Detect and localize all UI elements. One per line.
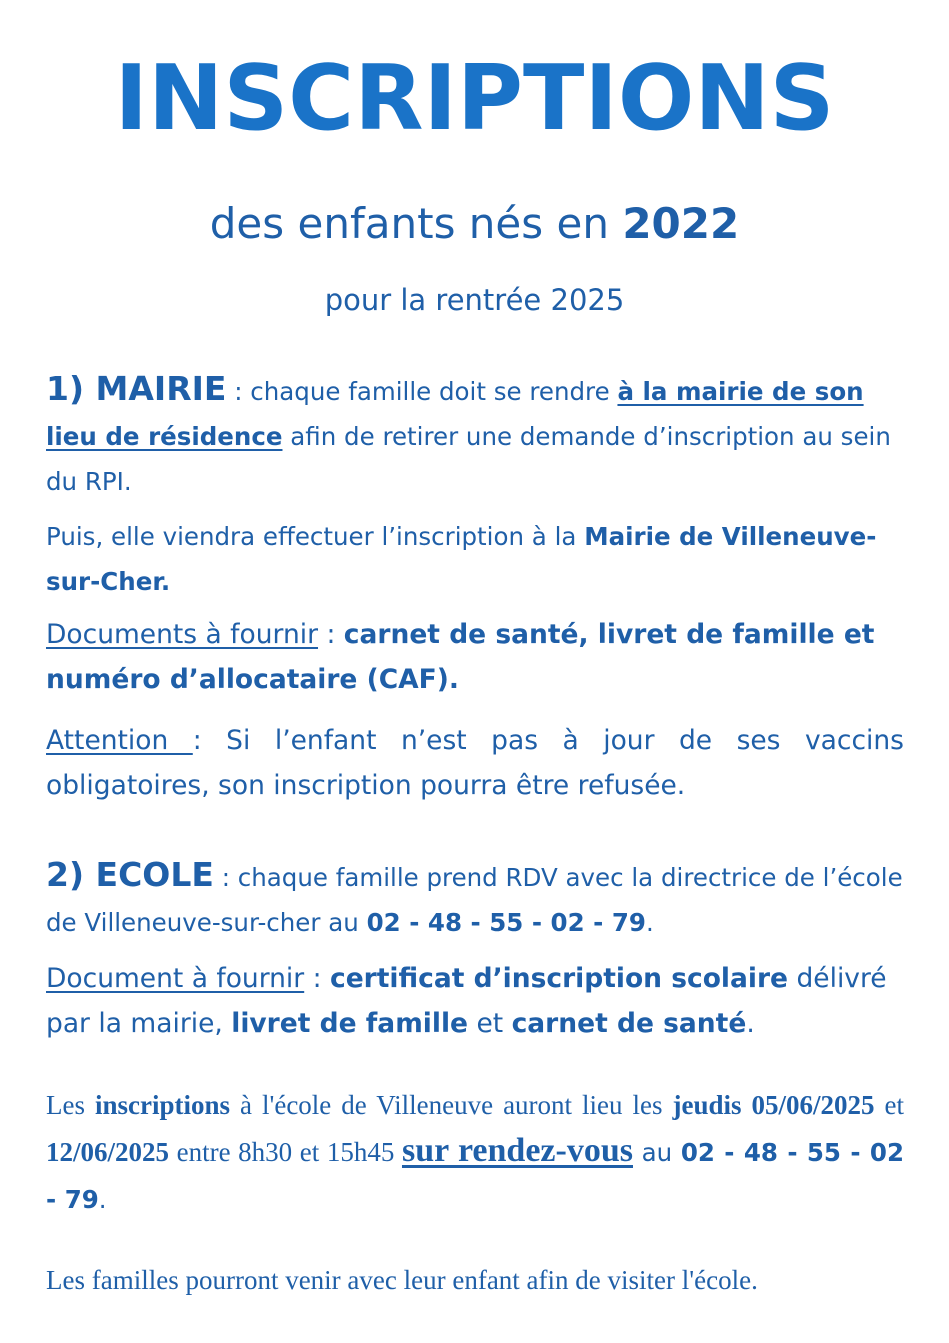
dates-date1: 05/06/2025 [751,1090,875,1120]
subtitle-year: 2022 [622,199,740,248]
doc-carnet: carnet de santé [511,1008,747,1039]
doc-certificat: certificat d’inscription scolaire [329,963,789,994]
mairie-paragraph [46,366,904,504]
mairie-text-a: : chaque famille doit se rendre [226,377,618,406]
puis-text: Puis, elle viendra effectuer l’inscription à la [46,522,585,551]
ecole-phone: 02 - 48 - 55 - 02 - 79 [366,908,646,937]
doc-end: . [746,1008,755,1039]
dates-date2: 12/06/2025 [46,1137,170,1167]
dates-space [742,1090,752,1120]
doc-text-a: délivré par la mairie, [46,963,887,1039]
document-sep: : [304,963,330,994]
dates-et: et [874,1090,905,1120]
mairie-heading: 1) MAIRIE [46,369,227,408]
document-ecole-paragraph [46,956,904,1046]
documents-label: Documents à fournir [46,619,319,650]
subtitle-prefix: des enfants nés en [209,199,623,248]
ecole-paragraph [46,852,904,945]
page-title: INSCRIPTIONS [114,46,835,151]
mairie-residence-link: à la mairie de son lieu de résidence [46,377,864,451]
attention-label: Attention [46,725,193,756]
dates-rendez-vous: sur rendez-vous [401,1132,633,1169]
subtitle-rentree: pour la rentrée 2025 [324,283,625,317]
subtitle [0,196,949,252]
doc-livret: livret de famille [231,1008,469,1039]
dates-hours: entre 8h30 et 15h45 [169,1137,402,1167]
dates-paragraph [46,1082,904,1223]
doc-et: et [468,1008,512,1039]
footer-text: Les familles pourront venir avec leur enfant afin de visiter l'école. [46,1265,758,1295]
mairie-villeneuve: Mairie de Villeneuve-sur-Cher. [46,522,877,596]
ecole-heading: 2) ECOLE [46,855,214,894]
attention-paragraph [46,718,904,808]
dates-au: au [633,1138,681,1167]
mairie-puis-paragraph [46,514,904,604]
dates-inscriptions: inscriptions [94,1090,231,1120]
document-label: Document à fournir [46,963,305,994]
documents-paragraph [46,612,904,702]
dates-end: . [98,1185,107,1214]
ecole-end: . [645,908,654,937]
ecole-text-a: : chaque famille prend RDV avec la directrice de l’école de Villeneuve-sur-cher au [46,863,903,937]
dates-text-a: à l'école de Villeneuve auront lieu les [230,1090,673,1120]
attention-text: : Si l’enfant n’est pas à jour de ses vaccins obligatoires, son inscription pourra être refusée. [46,725,904,801]
dates-jeudis: jeudis [672,1090,742,1120]
documents-sep: : [318,619,344,650]
documents-value: carnet de santé, livret de famille et numéro d’allocataire (CAF). [46,619,875,695]
dates-phone: 02 - 48 - 55 - 02 - 79 [46,1138,905,1214]
dates-les: Les [46,1090,95,1120]
mairie-text-b: afin de retirer une demande d’inscription au sein du RPI. [46,422,891,496]
